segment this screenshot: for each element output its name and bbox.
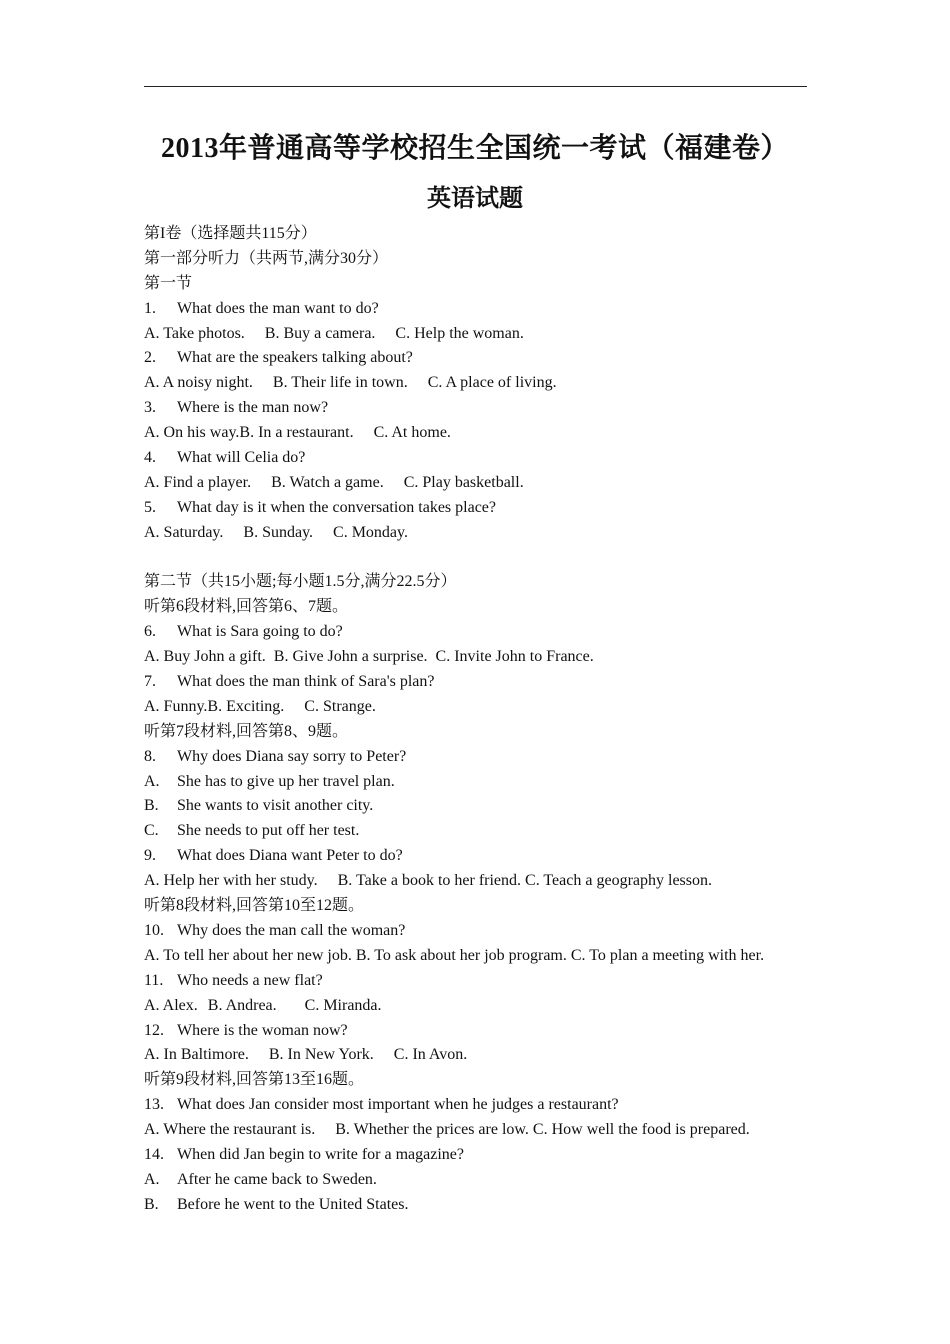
- answer-option: [144, 1193, 824, 1218]
- answer-options: [144, 421, 824, 446]
- question: [144, 919, 824, 944]
- option-a: A. A noisy night.: [144, 374, 253, 392]
- question-number: 10.: [144, 921, 164, 939]
- answer-options: [144, 371, 824, 396]
- exam-title: 2013年普通高等学校招生全国统一考试（福建卷）: [160, 133, 789, 164]
- question-number: 7.: [144, 673, 156, 691]
- question-number: 1.: [144, 299, 156, 317]
- option-a: A. Alex.: [144, 996, 198, 1014]
- option-c: C. A place of living.: [427, 374, 557, 392]
- answer-options: [144, 944, 824, 969]
- question: [144, 620, 824, 645]
- option-a: A. In Baltimore.: [144, 1046, 249, 1064]
- question-text: What does the man want to do?: [177, 299, 379, 317]
- option-a-b: A. Funny.B. Exciting.: [144, 697, 285, 715]
- option-a: A. Where the restaurant is.: [144, 1121, 316, 1139]
- answer-options: [144, 471, 824, 496]
- option-c: C. Strange.: [304, 697, 376, 715]
- question-text: What will Celia do?: [177, 449, 306, 467]
- option-text: She has to give up her travel plan.: [177, 772, 395, 790]
- question-text: Who needs a new flat?: [177, 971, 323, 989]
- question-text: What does Jan consider most important when he judges a restaurant?: [177, 1096, 619, 1114]
- option-text: She needs to put off her test.: [177, 822, 360, 840]
- option-letter: B.: [144, 1195, 159, 1213]
- question: [144, 1019, 824, 1044]
- question: [144, 346, 824, 371]
- question: [144, 969, 824, 994]
- question-text: What does Diana want Peter to do?: [177, 847, 403, 865]
- option-c: C. Invite John to France.: [435, 648, 594, 666]
- question-text: What are the speakers talking about?: [177, 349, 413, 367]
- question-text: Why does the man call the woman?: [177, 921, 406, 939]
- question-text: Where is the woman now?: [177, 1021, 348, 1039]
- option-c: C. Monday.: [333, 523, 408, 541]
- option-b: B. Give John a surprise.: [273, 648, 428, 666]
- option-letter: B.: [144, 797, 159, 815]
- option-a: A. Buy John a gift.: [144, 648, 266, 666]
- answer-options: [144, 1118, 824, 1143]
- question-number: 14.: [144, 1145, 164, 1163]
- option-a: A. Help her with her study.: [144, 872, 318, 890]
- question-number: 5.: [144, 498, 156, 516]
- option-a-b: A. On his way.B. In a restaurant.: [144, 424, 354, 442]
- question-text: What does the man think of Sara's plan?: [177, 673, 435, 691]
- option-a: A. Saturday.: [144, 523, 224, 541]
- option-c: C. At home.: [373, 424, 451, 442]
- question-text: Why does Diana say sorry to Peter?: [177, 747, 407, 765]
- option-letter: A.: [144, 1170, 160, 1188]
- option-b-c: B. Whether the prices are low. C. How well the food is prepared.: [335, 1121, 750, 1139]
- option-c: C. Miranda.: [304, 996, 382, 1014]
- question-text: When did Jan begin to write for a magazine?: [177, 1145, 464, 1163]
- option-b: B. Buy a camera.: [264, 324, 376, 342]
- option-b-c: B. Take a book to her friend. C. Teach a geography lesson.: [337, 872, 712, 890]
- passage-intro: 听第9段材料,回答第13至16题。: [144, 1071, 365, 1089]
- question-number: 2.: [144, 349, 156, 367]
- answer-options: [144, 994, 824, 1019]
- answer-options: [144, 695, 824, 720]
- question: [144, 1093, 824, 1118]
- question-number: 9.: [144, 847, 156, 865]
- answer-options: [144, 869, 824, 894]
- question-text: What is Sara going to do?: [177, 623, 343, 641]
- question: [144, 844, 824, 869]
- question: [144, 745, 824, 770]
- question: [144, 496, 824, 521]
- option-c: C. Play basketball.: [403, 473, 524, 491]
- passage-intro: 听第8段材料,回答第10至12题。: [144, 897, 365, 915]
- option-text: She wants to visit another city.: [177, 797, 374, 815]
- option-a: A. Find a player.: [144, 473, 252, 491]
- option-c: C. Help the woman.: [395, 324, 524, 342]
- option-text: After he came back to Sweden.: [177, 1170, 377, 1188]
- question-text: What day is it when the conversation takes place?: [177, 498, 496, 516]
- answer-options: [144, 521, 824, 546]
- question-number: 13.: [144, 1096, 164, 1114]
- question-number: 11.: [144, 971, 164, 989]
- section-header: 第一部分听力（共两节,满分30分）: [144, 249, 389, 267]
- question: [144, 297, 824, 322]
- option-b: B. Their life in town.: [272, 374, 408, 392]
- option-b: B. In New York.: [268, 1046, 374, 1064]
- option-a: A. Take photos.: [144, 324, 245, 342]
- question-number: 8.: [144, 747, 156, 765]
- passage-intro: 听第6段材料,回答第6、7题。: [144, 598, 349, 616]
- question-text: Where is the man now?: [177, 399, 329, 417]
- answer-option: [144, 819, 824, 844]
- question: [144, 1143, 824, 1168]
- option-a-b-c: A. To tell her about her new job. B. To ask about her job program. C. To plan a meeting with her.: [144, 946, 765, 964]
- answer-options: [144, 322, 824, 347]
- answer-options: [144, 645, 824, 670]
- option-b: B. Andrea.: [207, 996, 277, 1014]
- exam-subtitle: 英语试题: [427, 186, 523, 212]
- question-number: 4.: [144, 449, 156, 467]
- option-b: B. Watch a game.: [271, 473, 384, 491]
- question-number: 12.: [144, 1021, 164, 1039]
- question-number: 3.: [144, 399, 156, 417]
- passage-intro: 听第7段材料,回答第8、9题。: [144, 722, 349, 740]
- option-c: C. In Avon.: [393, 1046, 468, 1064]
- option-text: Before he went to the United States.: [177, 1195, 409, 1213]
- section2-header: 第二节（共15小题;每小题1.5分,满分22.5分）: [144, 573, 457, 591]
- spacer: [144, 546, 824, 571]
- exam-body: [144, 222, 824, 1218]
- question: [144, 396, 824, 421]
- option-letter: C.: [144, 822, 159, 840]
- answer-option: [144, 770, 824, 795]
- section1-header: 第一节: [144, 274, 193, 292]
- answer-options: [144, 1043, 824, 1068]
- question: [144, 670, 824, 695]
- option-letter: A.: [144, 772, 160, 790]
- part-header: 第I卷（选择题共115分）: [144, 225, 317, 242]
- answer-option: [144, 794, 824, 819]
- header-rule: [144, 86, 807, 87]
- option-b: B. Sunday.: [243, 523, 314, 541]
- question: [144, 446, 824, 471]
- answer-option: [144, 1168, 824, 1193]
- question-number: 6.: [144, 623, 156, 641]
